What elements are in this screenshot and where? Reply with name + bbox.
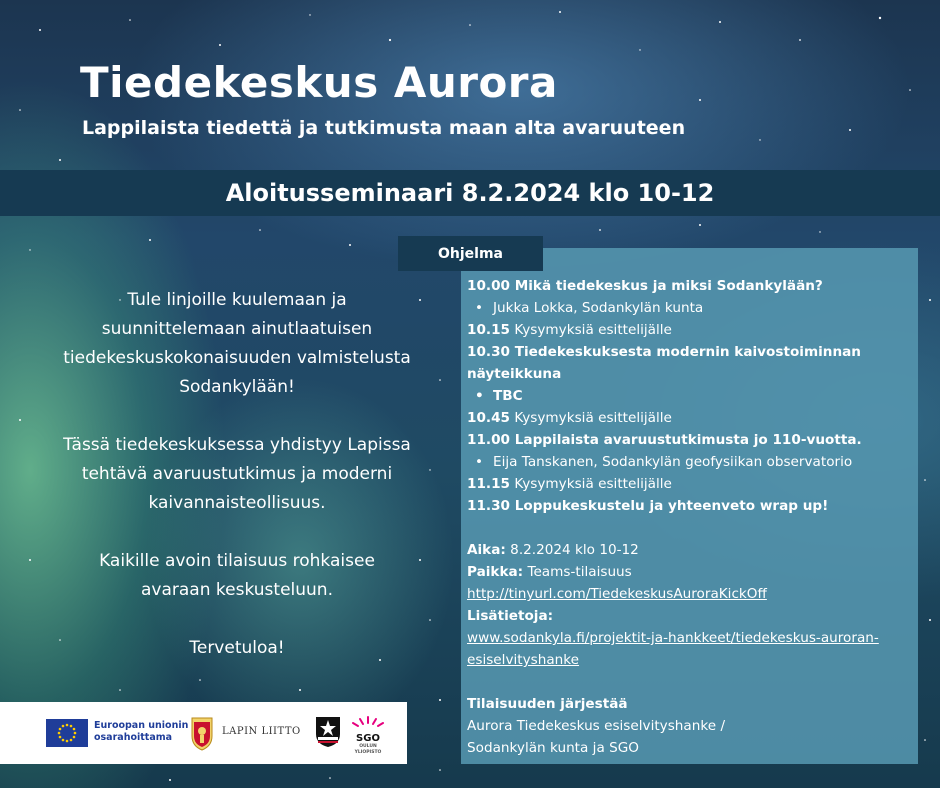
program-item: 10.30 Tiedekeskuksesta modernin kaivostoiminnan xyxy=(467,344,861,360)
page-title: Tiedekeskus Aurora xyxy=(80,58,558,107)
program-tab xyxy=(398,236,543,271)
program-item: 10.45 Kysymyksiä esittelijälle xyxy=(467,410,672,426)
program-item-continued: näyteikkuna xyxy=(467,366,562,382)
intro-text xyxy=(62,286,412,692)
sgo-rays-icon xyxy=(348,715,388,729)
intro-paragraph-3: Kaikille avoin tilaisuus rohkaisee avaraan keskusteluun. xyxy=(99,551,375,600)
more-info-label: Lisätietoja: xyxy=(467,608,554,624)
program-item: 10.00 Mikä tiedekeskus ja miksi Sodankylään? xyxy=(467,278,823,294)
program-item: 10.15 Kysymyksiä esittelijälle xyxy=(467,322,672,338)
program-speaker: • Jukka Lokka, Sodankylän kunta xyxy=(467,297,912,319)
intro-greeting: Tervetuloa! xyxy=(189,638,285,658)
lapin-liitto-text: LAPIN LIITTO xyxy=(222,726,301,737)
intro-paragraph-2: Tässä tiedekeskuksessa yhdistyy Lapissa tehtävä avaruustutkimus ja moderni kaivannaisteollisuus. xyxy=(63,435,411,513)
program-item: 11.15 Kysymyksiä esittelijälle xyxy=(467,476,672,492)
event-time: Aika: 8.2.2024 klo 10-12 xyxy=(467,542,639,558)
program-tab-label: Ohjelma xyxy=(438,245,503,262)
eu-flag-icon xyxy=(46,719,88,747)
sgo-subtext: OULUN YLIOPISTO xyxy=(354,744,382,755)
seminar-banner xyxy=(0,170,940,216)
event-place: Paikka: Teams-tilaisuus xyxy=(467,564,632,580)
organizer-label: Tilaisuuden järjestää xyxy=(467,696,628,712)
organizer-line-1: Aurora Tiedekeskus esiselvityshanke / xyxy=(467,718,726,734)
sodankyla-crest-icon xyxy=(315,716,341,748)
page-subtitle: Lappilaista tiedettä ja tutkimusta maan alta avaruuteen xyxy=(82,117,686,139)
program-list xyxy=(467,275,912,759)
sgo-logo xyxy=(348,714,388,754)
lapin-liitto-crest-icon xyxy=(190,714,214,752)
teams-link[interactable]: http://tinyurl.com/TiedekeskusAuroraKickOff xyxy=(467,586,767,602)
program-speaker: • TBC xyxy=(467,385,912,407)
program-item: 11.30 Loppukeskustelu ja yhteenveto wrap up! xyxy=(467,498,829,514)
program-item: 11.00 Lappilaista avaruustutkimusta jo 110-vuotta. xyxy=(467,432,862,448)
project-link[interactable]: www.sodankyla.fi/projektit-ja-hankkeet/tiedekeskus-auroran- xyxy=(467,630,879,646)
sgo-text: SGO xyxy=(356,733,380,744)
program-speaker: • Eija Tanskanen, Sodankylän geofysiikan observatorio xyxy=(467,451,912,473)
eu-funding-text: Euroopan unionin osarahoittama xyxy=(94,720,189,743)
intro-paragraph-1: Tule linjoille kuulemaan ja suunnittelemaan ainutlaatuisen tiedekeskuskokonaisuuden valmistelusta Sodankylään! xyxy=(63,290,411,397)
partner-logos xyxy=(0,702,407,764)
organizer-line-2: Sodankylän kunta ja SGO xyxy=(467,740,639,756)
project-link-continued[interactable]: esiselvityshanke xyxy=(467,652,580,668)
seminar-banner-text: Aloitusseminaari 8.2.2024 klo 10-12 xyxy=(225,179,715,207)
